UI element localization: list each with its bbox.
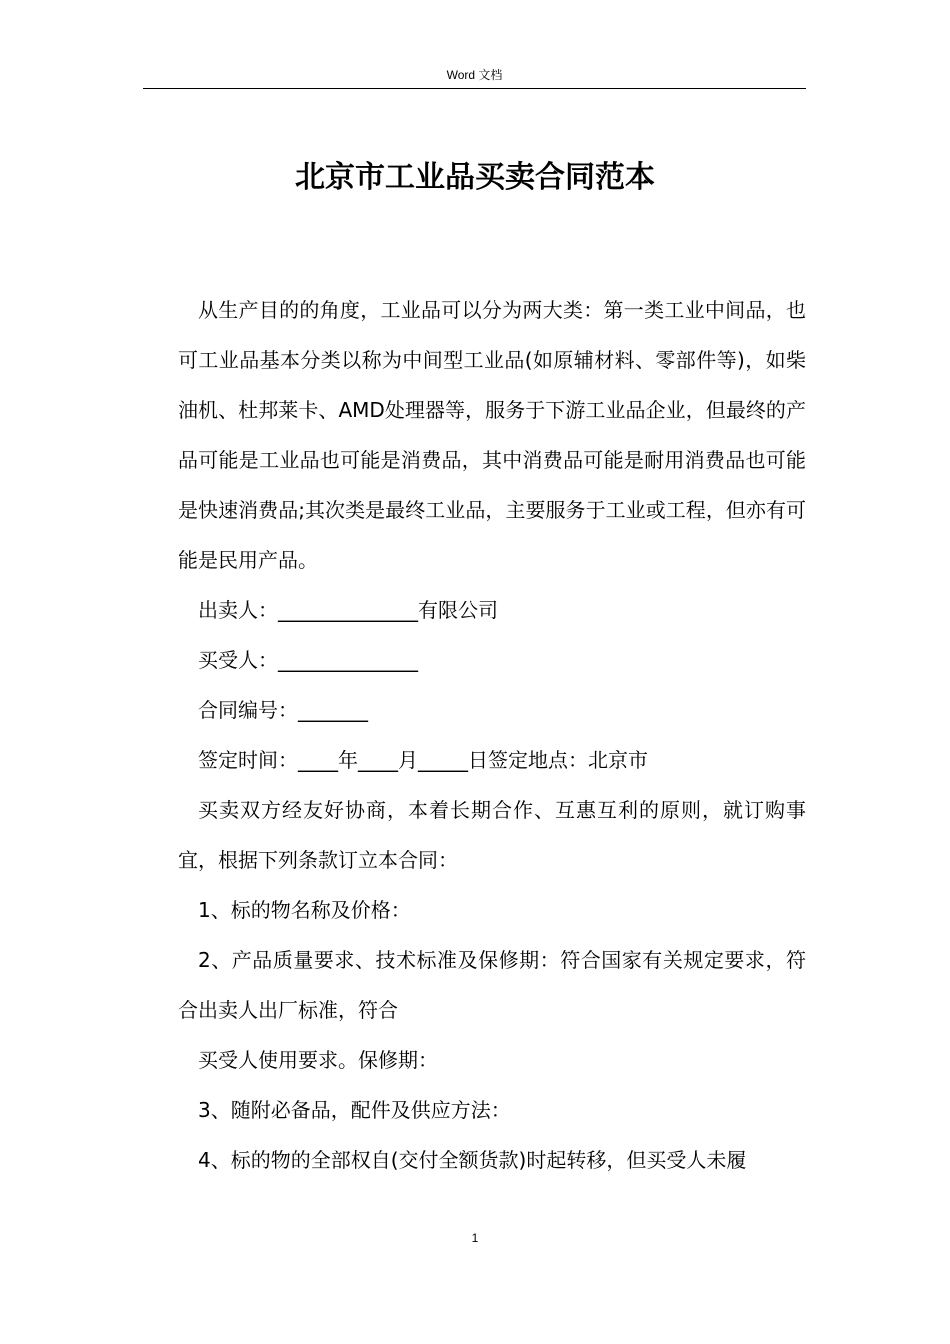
page-header [143,66,806,89]
header-label: Word 文档 [446,68,503,82]
page-number: 1 [471,1231,479,1245]
paragraph-clause-2: 2、产品质量要求、技术标准及保修期：符合国家有关规定要求，符合出卖人出厂标准，符合 [178,948,806,1022]
paragraph-agreement-intro: 买卖双方经友好协商，本着长期合作、互惠互利的原则，就订购事宜，根据下列条款订立本合同： [178,798,806,872]
paragraph-clause-3: 3、随附必备品，配件及供应方法： [198,1098,511,1122]
paragraph-intro: 从生产目的的角度，工业品可以分为两大类：第一类工业中间品，也可工业品基本分类以称为中间型工业品(如原辅材料、零部件等)，如柴油机、杜邦莱卡、AMD处理器等，服务于下游工业品企业，但最终的产品可能是工业品也可能是消费品，其中消费品可能是耐用消费品也可能是快速消费品;其次类是最终工业品，主要服务于工业或工程，但亦有可能是民用产品。 [178,298,806,572]
paragraph-clause-1: 1、标的物名称及价格： [198,898,411,922]
document-title: 北京市工业品买卖合同范本 [295,160,655,195]
paragraph-seller: 出卖人：______________有限公司 [198,598,498,622]
paragraph-contract-number: 合同编号：_______ [198,698,368,722]
paragraph-buyer: 买受人：______________ [198,648,418,672]
paragraph-warranty: 买受人使用要求。保修期： [198,1048,438,1072]
document-body [178,285,806,1185]
paragraph-signing-info: 签定时间：____年____月_____日签定地点：北京市 [198,748,648,772]
paragraph-clause-4: 4、标的物的全部权自(交付全额货款)时起转移，但买受人未履 [198,1148,747,1172]
